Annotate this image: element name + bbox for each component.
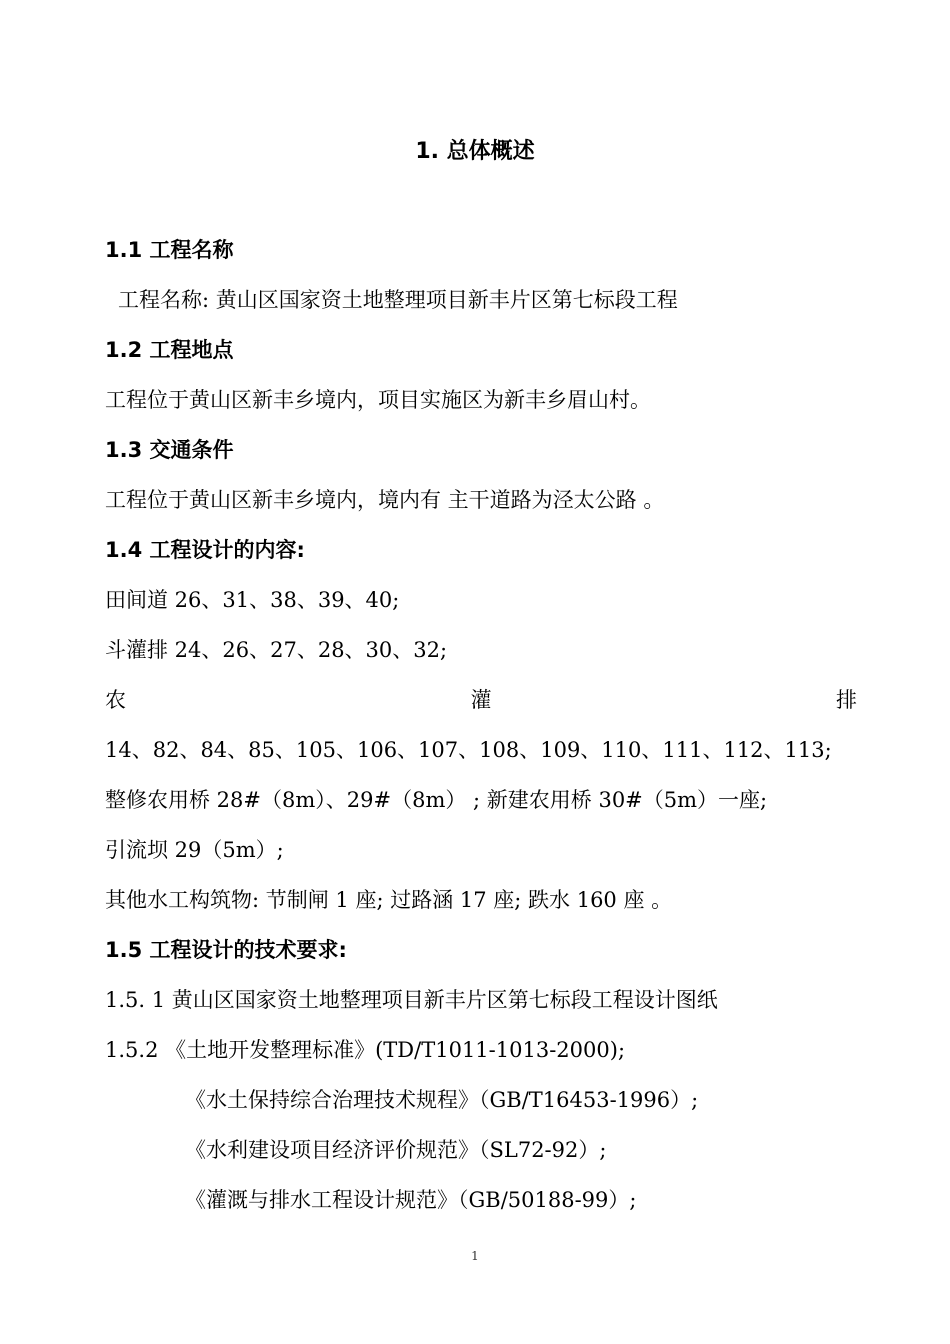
standard-reference: 《水土保持综合治理技术规程》（GB/T16453-1996）;	[185, 1088, 699, 1112]
design-content-line: 田间道 26、31、38、39、40;	[105, 588, 400, 612]
section-heading-1-3: 1.3 交通条件	[105, 438, 234, 462]
section-heading-1-1: 1.1 工程名称	[105, 238, 234, 262]
project-name-text: 工程名称: 黄山区国家资土地整理项目新丰片区第七标段工程	[118, 288, 678, 312]
page-title: 1. 总体概述	[415, 139, 535, 164]
design-content-line: 斗灌排 24、26、27、28、30、32;	[105, 638, 448, 662]
design-content-line: 其他水工构筑物: 节制闸 1 座; 过路涵 17 座; 跌水 160 座 。	[105, 888, 673, 912]
design-content-line: 14、82、84、85、105、106、107、108、109、110、111、112、113;	[105, 738, 832, 762]
design-content-spread-line	[105, 682, 857, 718]
standard-reference: 《水利建设项目经济评价规范》（SL72-92）;	[185, 1138, 607, 1162]
spread-char: 灌	[470, 688, 492, 712]
section-heading-1-2: 1.2 工程地点	[105, 338, 234, 362]
section-heading-1-5: 1.5 工程设计的技术要求:	[105, 938, 347, 962]
section-heading-1-4: 1.4 工程设计的内容:	[105, 538, 305, 562]
tech-requirement-line: 1.5. 1 黄山区国家资土地整理项目新丰片区第七标段工程设计图纸	[105, 988, 718, 1012]
design-content-line: 整修农用桥 28#（8m）、29#（8m） ; 新建农用桥 30#（5m）一座;	[105, 788, 768, 812]
standard-reference: 《灌溉与排水工程设计规范》（GB/50188-99）;	[185, 1188, 637, 1212]
traffic-conditions-text: 工程位于黄山区新丰乡境内，境内有 主干道路为泾太公路 。	[105, 488, 665, 512]
tech-requirement-line: 1.5.2 《土地开发整理标准》(TD/T1011-1013-2000);	[105, 1038, 626, 1062]
project-location-text: 工程位于黄山区新丰乡境内，项目实施区为新丰乡眉山村。	[105, 388, 651, 412]
spread-char: 排	[836, 688, 857, 712]
page-number: 1	[471, 1249, 479, 1263]
spread-char: 农	[105, 688, 126, 712]
design-content-line: 引流坝 29（5m）;	[105, 838, 284, 862]
